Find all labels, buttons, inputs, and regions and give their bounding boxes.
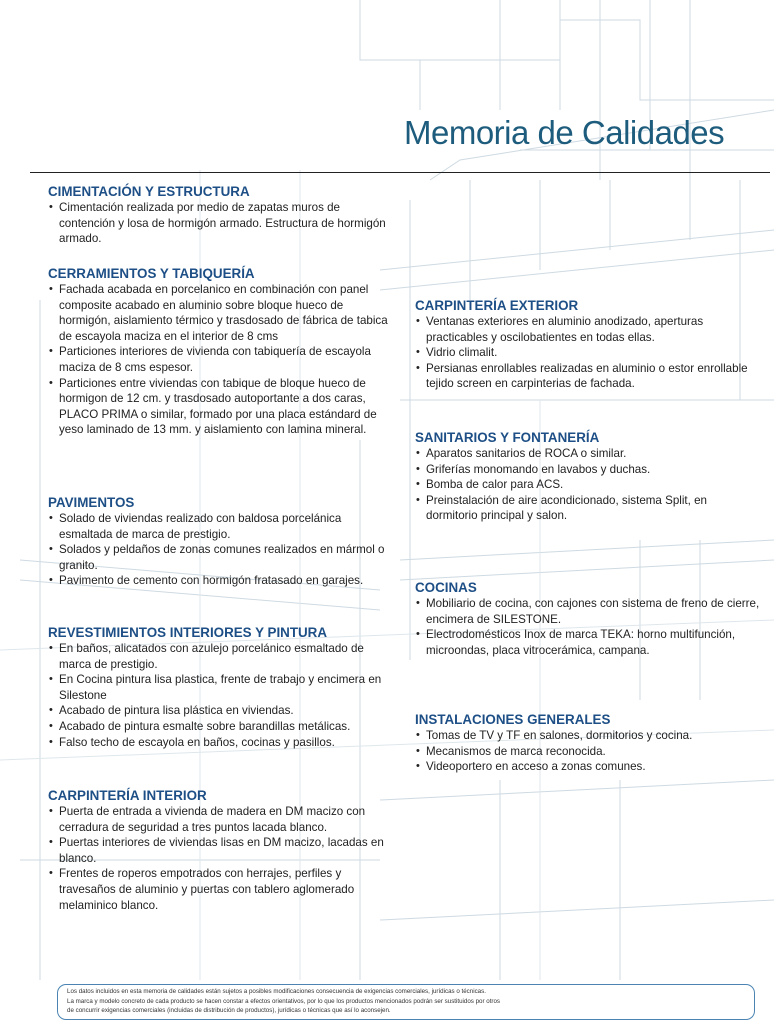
- section-carpinteria-interior: [48, 788, 393, 913]
- list-item: • Aparatos sanitarios de ROCA o similar.: [415, 446, 760, 462]
- list-item: • Acabado de pintura lisa plástica en viviendas.: [48, 703, 393, 719]
- section-heading: REVESTIMIENTOS INTERIORES Y PINTURA: [48, 625, 328, 640]
- section-cerramientos-y-tabiqueria: [48, 266, 393, 438]
- list-item: • Fachada acabada en porcelanico en combinación con panel composite acabado en aluminio sobre bloque hueco de hormigón, aislamiento térmico y trasdosado de fábrica de tabica de escayola maciza en el interior de 8 cms: [48, 282, 393, 344]
- list-item: • Griferías monomando en lavabos y duchas.: [415, 462, 760, 478]
- list-item: • Particiones interiores de vivienda con tabiquería de escayola maciza de 8 cms espesor.: [48, 344, 393, 375]
- list-item: • Solados y peldaños de zonas comunes realizados en mármol o granito.: [48, 542, 393, 573]
- section-instalaciones-generales: [415, 712, 760, 775]
- section-heading: INSTALACIONES GENERALES: [415, 712, 611, 727]
- section-cocinas: [415, 580, 760, 658]
- list-item: • En Cocina pintura lisa plastica, frente de trabajo y encimera en Silestone: [48, 672, 393, 703]
- section-sanitarios-y-fontaneria: [415, 430, 760, 524]
- section-carpinteria-exterior: [415, 298, 760, 392]
- item-list: [48, 511, 393, 589]
- item-list: [415, 596, 760, 658]
- list-item: • Bomba de calor para ACS.: [415, 477, 760, 493]
- section-heading: CERRAMIENTOS Y TABIQUERÍA: [48, 266, 255, 281]
- disclaimer-line: Los datos incluidos en esta memoria de calidades están sujetos a posibles modificaciones consecuencia de exigencias comerciales, jurídicas o técnicas.: [67, 988, 486, 995]
- disclaimer-line: de concurrir exigencias comerciales (incluidas de distribución de productos), jurídicas o técnicas que así lo aconsejen.: [67, 1007, 391, 1015]
- section-heading: CARPINTERÍA INTERIOR: [48, 788, 207, 803]
- item-list: [415, 314, 760, 392]
- section-heading: COCINAS: [415, 580, 477, 595]
- section-cimentacion-y-estructura: [48, 184, 393, 247]
- list-item: • En baños, alicatados con azulejo porcelánico esmaltado de marca de prestigio.: [48, 641, 393, 672]
- item-list: [48, 641, 393, 750]
- list-item: • Preinstalación de aire acondicionado, sistema Split, en dormitorio principal y salon.: [415, 493, 760, 524]
- section-heading: CARPINTERÍA EXTERIOR: [415, 298, 579, 313]
- item-list: [48, 282, 393, 438]
- disclaimer-line: La marca y modelo concreto de cada producto se hacen constar a efectos orientativos, por lo que los productos mencionados podrán ser sustituidos por otros: [67, 997, 501, 1005]
- list-item: • Acabado de pintura esmalte sobre barandillas metálicas.: [48, 719, 393, 735]
- list-item: • Persianas enrollables realizadas en aluminio o estor enrollable tejido screen en carpinterias de fachada.: [415, 361, 760, 392]
- item-list: [48, 804, 393, 913]
- section-heading: CIMENTACIÓN Y ESTRUCTURA: [48, 184, 250, 199]
- list-item: • Ventanas exteriores en aluminio anodizado, aperturas practicables y oscilobatientes en todas ellas.: [415, 314, 760, 345]
- list-item: • Falso techo de escayola en baños, cocinas y pasillos.: [48, 735, 393, 751]
- section-revestimientos-interiores-y-pintura: [48, 625, 393, 750]
- item-list: [48, 200, 393, 247]
- list-item: • Vidrio climalit.: [415, 345, 760, 361]
- list-item: • Mecanismos de marca reconocida.: [415, 744, 760, 760]
- list-item: • Puerta de entrada a vivienda de madera en DM macizo con cerradura de seguridad a tres puntos lacada blanco.: [48, 804, 393, 835]
- list-item: • Mobiliario de cocina, con cajones con sistema de freno de cierre, encimera de SILESTONE.: [415, 596, 760, 627]
- list-item: • Puertas interiores de viviendas lisas en DM macizo, lacadas en blanco.: [48, 835, 393, 866]
- list-item: • Particiones entre viviendas con tabique de bloque hueco de hormigon de 12 cm. y trasdosado autoportante a dos caras, PLACO PRIMA o similar, formado por una placa estándard de yeso laminado de 13 mm. y aislamiento con lamina mineral.: [48, 376, 393, 438]
- list-item: • Videoportero en acceso a zonas comunes.: [415, 759, 760, 775]
- section-pavimentos: [48, 495, 393, 589]
- item-list: [415, 728, 760, 775]
- list-item: • Cimentación realizada por medio de zapatas muros de contención y losa de hormigón armado. Estructura de hormigón armado.: [48, 200, 393, 247]
- disclaimer-box: [57, 984, 755, 1020]
- item-list: [415, 446, 760, 524]
- list-item: • Pavimento de cemento con hormigón fratasado en garajes.: [48, 573, 393, 589]
- section-heading: PAVIMENTOS: [48, 495, 135, 510]
- list-item: • Tomas de TV y TF en salones, dormitorios y cocina.: [415, 728, 760, 744]
- list-item: • Electrodomésticos Inox de marca TEKA: horno multifunción, microondas, placa vitrocerámica, campana.: [415, 627, 760, 658]
- section-heading: SANITARIOS Y FONTANERÍA: [415, 430, 600, 445]
- title-divider: [30, 172, 770, 173]
- list-item: • Frentes de roperos empotrados con herrajes, perfiles y travesaños de aluminio y puertas con tablero aglomerado melaminico blanco.: [48, 866, 393, 913]
- page-title: Memoria de Calidades: [404, 114, 725, 151]
- list-item: • Solado de viviendas realizado con baldosa porcelánica esmaltada de marca de prestigio.: [48, 511, 393, 542]
